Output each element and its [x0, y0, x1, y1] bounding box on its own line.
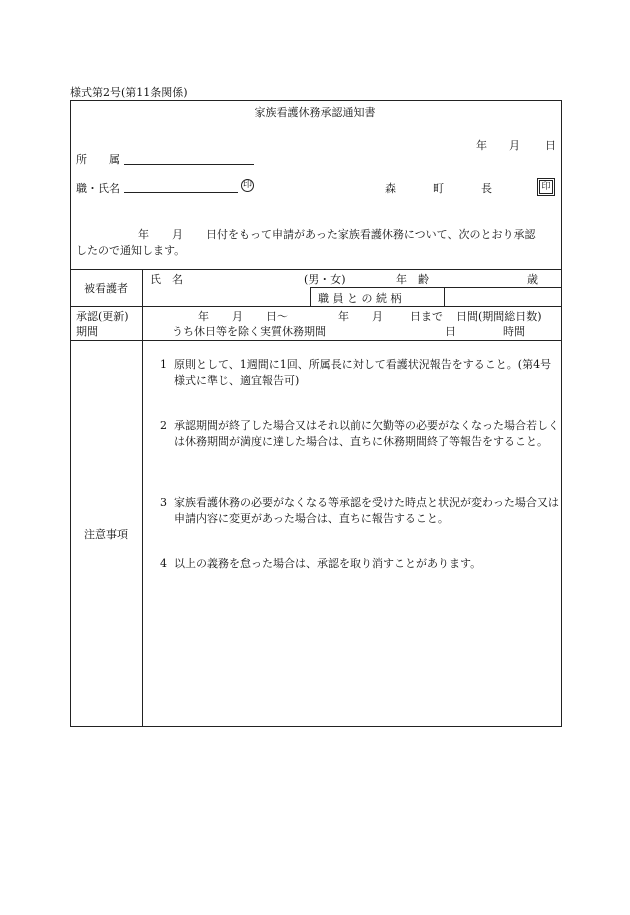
patient-age-unit: 歳 [527, 273, 538, 286]
note-item-3 [160, 495, 560, 527]
period-to-month: 月 [372, 310, 383, 323]
intro-text-line2: したので通知します。 [76, 244, 186, 257]
square-seal-icon: 印 [539, 180, 553, 194]
date-month-label: 月 [509, 139, 520, 152]
document-title: 家族看護休務承認通知書 [254, 106, 376, 119]
period-sub-label: うち休日等を除く実質休務期間 [172, 325, 326, 338]
patient-age-label: 年 齢 [396, 273, 429, 286]
period-sub-hours: 時間 [503, 325, 525, 338]
period-section-top [70, 306, 562, 307]
period-total-days: 日間(期間総日数) [456, 310, 542, 323]
date-year-label: 年 [476, 139, 487, 152]
form-reference: 様式第2号(第11条関係) [70, 86, 188, 99]
note-item-2-number: 2 [160, 419, 167, 432]
issuer-cho: 長 [481, 182, 492, 195]
table-right-border [561, 100, 562, 727]
relation-right-divider [444, 287, 445, 306]
issuer-mori: 森 [385, 182, 396, 195]
table-top-border [70, 100, 562, 101]
table-bottom-border [70, 726, 562, 727]
intro-month: 月 [172, 228, 183, 241]
affiliation-label: 所 属 [76, 153, 120, 166]
period-to-day: 日まで [410, 310, 443, 323]
period-header-line2: 期間 [76, 325, 98, 338]
notes-header: 注意事項 [84, 528, 128, 541]
notes-section-top [70, 340, 562, 341]
note-item-4-number: 4 [160, 557, 167, 570]
date-day-label: 日 [545, 139, 556, 152]
relation-left-divider [310, 287, 311, 306]
note-item-1-number: 1 [160, 358, 167, 371]
note-item-2 [160, 418, 560, 450]
period-from-day: 日〜 [266, 310, 288, 323]
relation-row-top [310, 287, 562, 288]
note-item-3-text: 家族看護休務の必要がなくなる等承認を受けた時点と状況が変わった場合又は申請内容に変更があった場合は、直ちに報告すること。 [174, 496, 559, 525]
header-column-divider [142, 269, 143, 727]
name-underline[interactable] [124, 192, 238, 193]
intro-year: 年 [138, 228, 149, 241]
round-seal-icon: 印 [242, 180, 252, 190]
note-item-3-number: 3 [160, 496, 167, 509]
intro-text-line1: 日付をもって申請があった家族看護休務について、次のとおり承認 [206, 228, 536, 241]
note-item-4-text: 以上の義務を怠った場合は、承認を取り消すことがあります。 [174, 557, 482, 570]
affiliation-underline[interactable] [124, 164, 254, 165]
period-from-month: 月 [232, 310, 243, 323]
period-header-line1: 承認(更新) [76, 310, 129, 323]
note-item-1-text: 原則として、1週間に1回、所属長に対して看護状況報告をすること。(第4号様式に準じ、適宜報告可) [174, 358, 552, 387]
patient-name-label: 氏 名 [150, 273, 183, 286]
patient-header: 被看護者 [84, 282, 128, 295]
relation-label: 職 員 と の 続 柄 [318, 292, 402, 305]
note-item-4 [160, 556, 560, 572]
patient-section-top [70, 269, 562, 270]
issuer-machi: 町 [433, 182, 444, 195]
table-left-border [70, 100, 71, 727]
patient-gender[interactable]: (男・女) [304, 273, 346, 286]
position-name-label: 職・氏名 [76, 182, 120, 195]
period-from-year: 年 [198, 310, 209, 323]
note-item-1 [160, 357, 560, 389]
note-item-2-text: 承認期間が終了した場合又はそれ以前に欠勤等の必要がなくなった場合若しくは休務期間が満度に達した場合は、直ちに休務期間終了等報告をすること。 [174, 419, 559, 448]
period-sub-days: 日 [445, 325, 456, 338]
period-to-year: 年 [338, 310, 349, 323]
